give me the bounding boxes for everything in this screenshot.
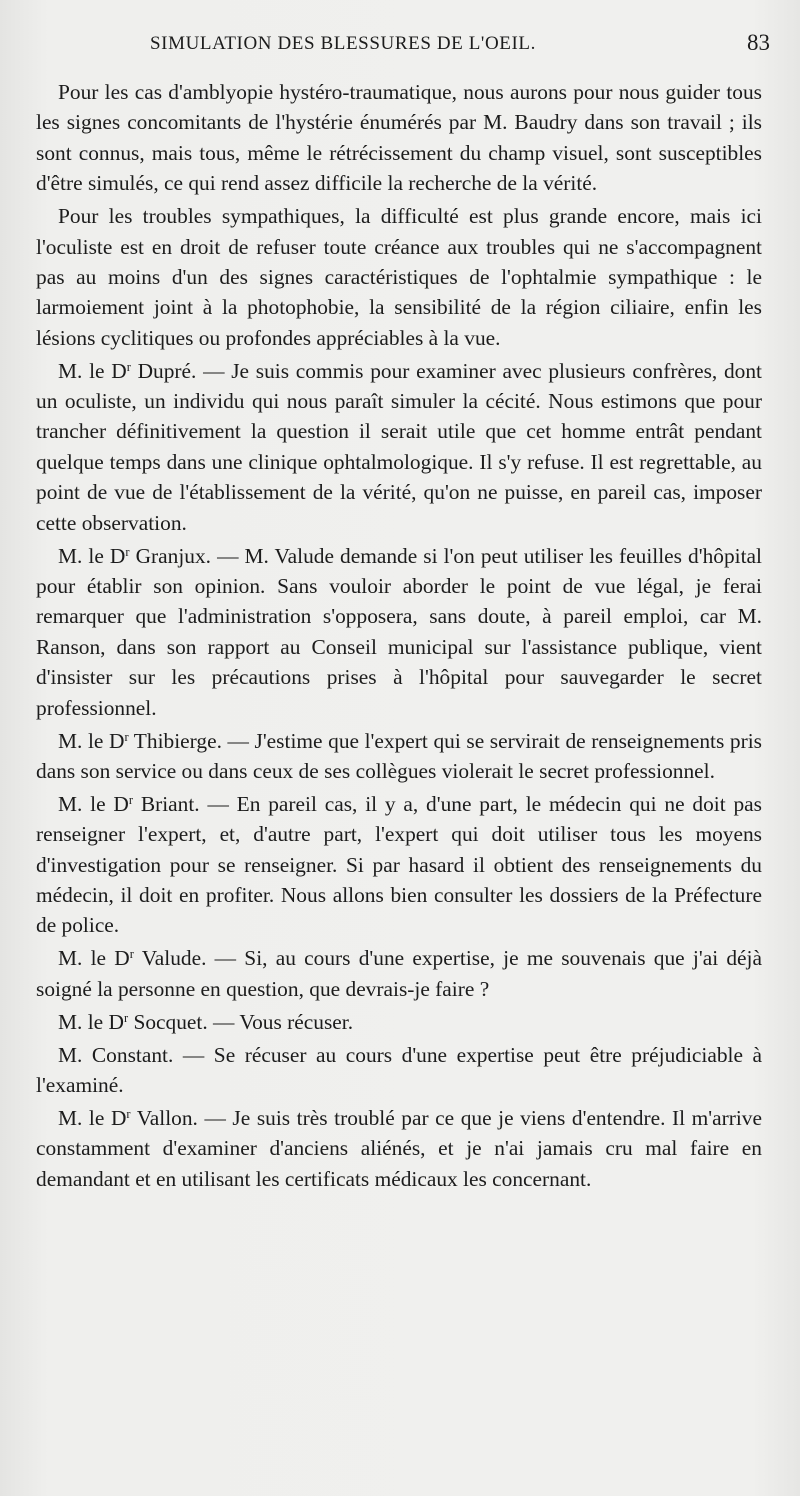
speaker-title: M. le D: [58, 358, 127, 383]
speaker-title-superscript: r: [123, 1010, 129, 1025]
running-head-title: SIMULATION DES BLESSURES DE L'OEIL.: [150, 33, 536, 54]
speaker-title: M. le D: [58, 791, 129, 816]
speaker-surname: Dupré.: [130, 358, 197, 383]
speaker-name: [58, 359, 196, 383]
paragraph: [36, 77, 762, 199]
speaker-title: M. le D: [58, 1009, 124, 1034]
speaker-name: [58, 1106, 198, 1130]
body-text: [36, 77, 762, 1194]
paragraph: [36, 1103, 762, 1194]
paragraph-text: — Vous récuser.: [207, 1009, 354, 1034]
paragraph-text: — En pareil cas, il y a, d'une part, le médecin qui ne doit pas renseigner l'expert, et, d'autre part, l'expert qui doit utiliser tous les moyens d'investigation pour se renseigner. Si par hasard il obtient des renseignements du médecin, il doit en profiter. Nous allons bien consulter les dossiers de la Préfecture de police.: [36, 791, 762, 938]
speaker-title: M. le D: [58, 728, 125, 753]
paragraph: [36, 541, 762, 723]
speaker-name: [58, 1010, 208, 1034]
speaker-name: M. Constant.: [58, 1042, 174, 1067]
paragraph-text: — Se récuser au cours d'une expertise peut être préjudiciable à l'examiné.: [36, 1042, 762, 1097]
speaker-name: [58, 946, 206, 970]
speaker-title: M. le D: [58, 946, 130, 971]
paragraph-text: — J'estime que l'expert qui se servirait de renseignements pris dans son service ou dans ceux de ses collègues violerait le secret professionnel.: [36, 728, 762, 783]
speaker-surname: Socquet.: [128, 1009, 208, 1034]
speaker-surname: Granjux.: [129, 543, 212, 568]
paragraph-text: — Si, au cours d'une expertise, je me souvenais que j'ai déjà soigné la personne en question, que devrais-je faire ?: [36, 946, 762, 1001]
speaker-name: [58, 792, 200, 816]
paragraph: [36, 789, 762, 941]
paragraph-text: Pour les cas d'amblyopie hystéro-traumatique, nous aurons pour nous guider tous les signes concomitants de l'hystérie énumérés par M. Baudry dans son travail ; ils sont connus, mais tous, même le rétrécissement du champ visuel, sont susceptibles d'être simulés, ce qui rend assez difficile la recherche de la vérité.: [36, 80, 762, 196]
paragraph-text: — M. Valude demande si l'on peut utiliser les feuilles d'hôpital pour établir son opinion. Sans vouloir aborder le point de vue légal, je ferai remarquer que l'administration s'opposera, sans doute, à pareil emploi, car M. Ranson, dans son rapport au Conseil municipal sur l'assistance publique, vient d'insister sur les précautions prises à l'hôpital pour sauvegarder le secret professionnel.: [36, 543, 762, 720]
speaker-surname: Vallon.: [130, 1105, 198, 1130]
speaker-title: M. le D: [58, 543, 126, 568]
speaker-title-superscript: r: [129, 947, 134, 962]
speaker-name: [58, 544, 211, 568]
paragraph-text: — Je suis très troublé par ce que je viens d'entendre. Il m'arrive constamment d'examiner d'anciens aliénés, et je n'ai jamais cru mal faire en demandant et en utilisant les certificats médicaux les concernant.: [36, 1105, 762, 1191]
speaker-surname: Briant.: [133, 791, 200, 816]
speaker-surname: Valude.: [133, 946, 207, 971]
speaker-surname: Thibierge.: [128, 728, 222, 753]
paragraph: [36, 726, 762, 787]
paragraph: [36, 1040, 762, 1101]
page-number: 83: [747, 30, 770, 55]
paragraph: [36, 201, 762, 353]
speaker-title: M. le D: [58, 1105, 127, 1130]
speaker-title-superscript: r: [128, 793, 134, 808]
running-head: [150, 30, 770, 63]
speaker-name: [58, 729, 222, 753]
paragraph: [36, 943, 762, 1004]
paragraph: [36, 1007, 762, 1037]
speaker-title-superscript: r: [126, 359, 131, 374]
speaker-title-superscript: r: [124, 729, 129, 744]
paragraph-text: — Je suis commis pour examiner avec plusieurs confrères, dont un oculiste, un individu qui nous paraît simuler la cécité. Nous estimons que pour trancher définitivement la question il serait utile que cet homme entrât pendant quelque temps dans une clinique ophtalmologique. Il s'y refuse. Il est regrettable, au point de vue de l'établissement de la vérité, qu'on ne puisse, en pareil cas, imposer cette observation.: [36, 358, 762, 535]
speaker-title-superscript: r: [125, 544, 130, 559]
paragraph-text: Pour les troubles sympathiques, la difficulté est plus grande encore, mais ici l'oculiste est en droit de refuser toute créance aux troubles qui ne s'accompagnent pas au moins d'un des signes caractéristiques de l'ophtalmie sympathique : le larmoiement joint à la photophobie, la sensibilité de la région ciliaire, enfin les lésions cyclitiques ou profondes appréciables à la vue.: [36, 204, 762, 350]
speaker-title-superscript: r: [126, 1107, 131, 1122]
paragraph: [36, 356, 762, 538]
